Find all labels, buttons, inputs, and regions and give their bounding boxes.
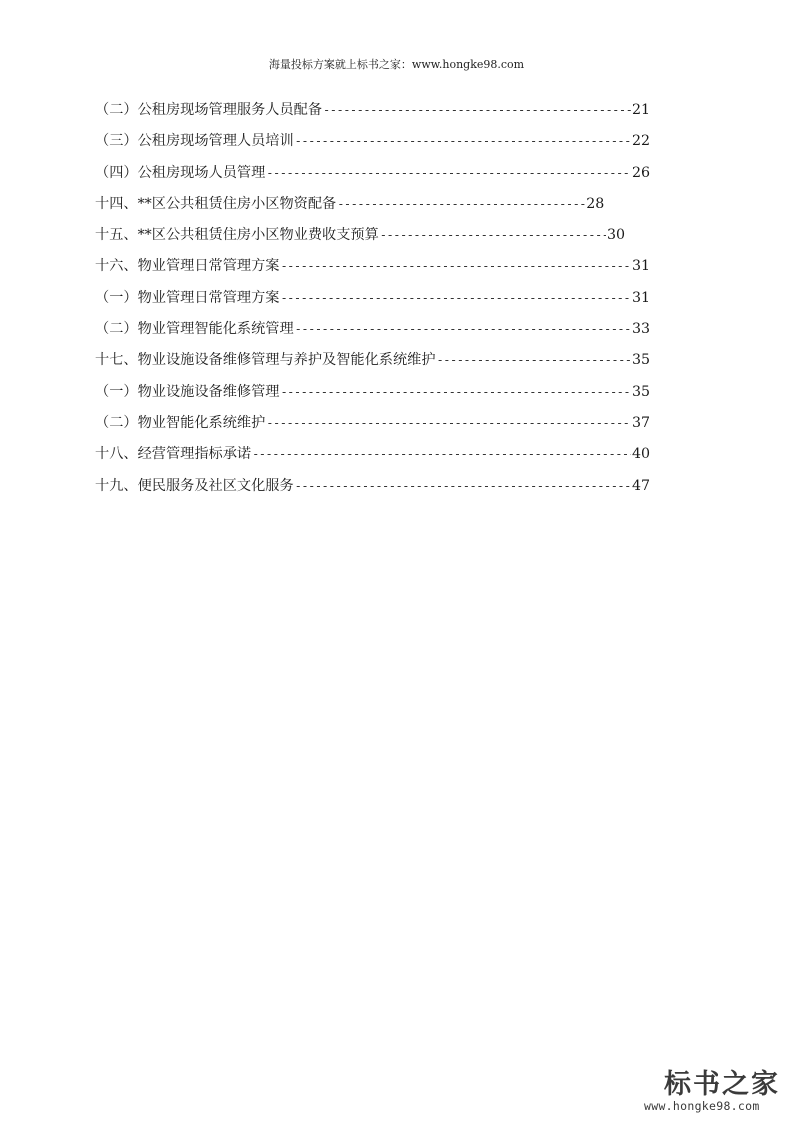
- toc-entry-page: 30: [606, 227, 625, 244]
- toc-leader-dots: [295, 130, 631, 152]
- toc-leader-dots: [266, 412, 631, 434]
- toc-entry[interactable]: [95, 162, 650, 193]
- toc-entry-title: 十四、**区公共租赁住房小区物资配备: [95, 195, 337, 212]
- toc-entry-page: 21: [631, 102, 650, 118]
- biaoshu-logo: [644, 1062, 780, 1118]
- toc-leader-dots: [252, 443, 631, 465]
- toc-entry-page: 31: [631, 258, 650, 275]
- toc-entry-title: （一）物业管理日常管理方案: [95, 289, 280, 306]
- toc-entry-page: 35: [631, 352, 650, 369]
- toc-entry[interactable]: [95, 349, 650, 380]
- toc-entry-page: 31: [631, 289, 650, 306]
- page-header: 海量投标方案就上标书之家：www.hongke98.com: [268, 58, 525, 71]
- toc-entry-title: （三）公租房现场管理人员培训: [95, 133, 294, 150]
- toc-leader-dots: [280, 381, 630, 403]
- toc-leader-dots: [295, 318, 631, 340]
- toc-leader-dots: [437, 349, 631, 371]
- toc-entry[interactable]: [95, 412, 650, 443]
- toc-leader-dots: [337, 193, 585, 215]
- toc-entry[interactable]: [95, 287, 650, 318]
- toc-entry-title: 十五、**区公共租赁住房小区物业费收支预算: [95, 227, 379, 244]
- toc-entry-title: 十七、物业设施设备维修管理与养护及智能化系统维护: [95, 352, 436, 369]
- toc-entry-page: 22: [631, 133, 650, 150]
- toc-entry-page: 47: [631, 477, 650, 494]
- toc-entry[interactable]: [95, 381, 650, 412]
- toc-entry-title: （二）物业智能化系统维护: [95, 414, 266, 431]
- toc-leader-dots: [323, 99, 631, 121]
- toc-entry-title: 十九、便民服务及社区文化服务: [95, 477, 294, 494]
- logo-url: www.hongke98.com: [644, 1099, 760, 1113]
- toc-leader-dots: [280, 287, 630, 309]
- toc-entry-page: 35: [631, 383, 650, 400]
- toc-entry[interactable]: [95, 193, 650, 224]
- toc-entry-page: 33: [631, 321, 650, 338]
- table-of-contents: [95, 99, 650, 506]
- toc-entry[interactable]: [95, 130, 650, 161]
- toc-leader-dots: [295, 475, 631, 497]
- toc-entry[interactable]: [95, 224, 625, 255]
- toc-entry-title: 十六、物业管理日常管理方案: [95, 258, 280, 275]
- toc-entry-page: 26: [631, 164, 650, 181]
- toc-entry[interactable]: [95, 318, 650, 349]
- toc-entry[interactable]: [95, 255, 650, 286]
- toc-entry[interactable]: [95, 443, 650, 474]
- toc-leader-dots: [266, 162, 631, 184]
- toc-entry-page: 28: [586, 195, 605, 212]
- toc-entry[interactable]: [95, 99, 650, 130]
- toc-entry-title: （一）物业设施设备维修管理: [95, 383, 280, 400]
- toc-entry-title: 十八、经营管理指标承诺: [95, 446, 252, 463]
- toc-entry-title: （四）公租房现场人员管理: [95, 164, 266, 181]
- toc-leader-dots: [280, 255, 630, 277]
- toc-entry[interactable]: [95, 475, 650, 506]
- logo-title: 标书之家: [664, 1069, 780, 1100]
- toc-entry-page: 37: [631, 414, 650, 431]
- toc-entry-page: 40: [631, 446, 650, 463]
- toc-entry-title: （二）公租房现场管理服务人员配备: [95, 102, 323, 118]
- toc-leader-dots: [380, 224, 606, 246]
- toc-entry-title: （二）物业管理智能化系统管理: [95, 321, 294, 338]
